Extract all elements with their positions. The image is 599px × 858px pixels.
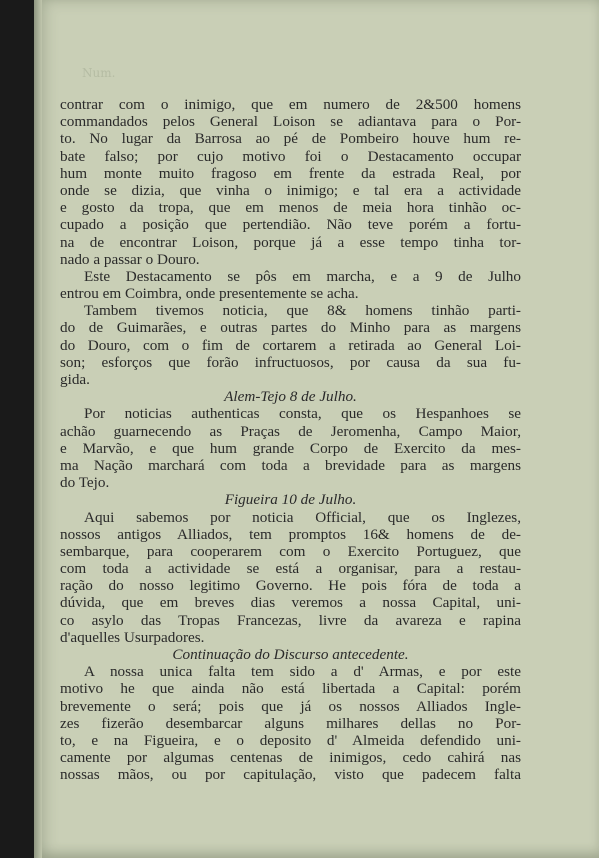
- text-line: Este Destacamento se pôs em marcha, e a 9 de Julho: [84, 267, 521, 285]
- text-line: ração do nosso legitimo Governo. He pois fóra de toda a: [60, 577, 521, 595]
- text-line: A nossa unica falta tem sido a d' Armas, e por este: [84, 663, 521, 681]
- text-line: do de Guimarães, e outras partes do Minho para as margens: [60, 319, 521, 337]
- section-heading: Alem-Tejo 8 de Julho.: [224, 388, 357, 406]
- text-line: nado a passar o Douro.: [60, 250, 200, 268]
- text-line: Por noticias authenticas consta, que os Hespanhoes se: [84, 405, 521, 423]
- text-line: nossas mãos, ou por capitulação, visto que padecem falta: [60, 766, 521, 784]
- text-line: hum monte muito fragoso em frente da estrada Real, por: [60, 164, 521, 182]
- section-heading: Figueira 10 de Julho.: [224, 491, 357, 509]
- text-line: co asylo das Tropas Francezas, livre da avareza e rapina: [60, 611, 521, 629]
- text-line: contrar com o inimigo, que em numero de 2&500 homens: [60, 96, 521, 113]
- text-line: bate falso; por cujo motivo foi o Destacamento occupar: [60, 147, 521, 165]
- text-line: Aqui sabemos por noticia Official, que os Inglezes,: [84, 508, 521, 526]
- text-line: entrou em Coimbra, onde presentemente se acha.: [60, 285, 359, 303]
- text-line: sembarque, para cooperarem com o Exercito Portuguez, que: [60, 542, 521, 560]
- text-line: na de encontrar Loison, porque já a esse tempo tinha tor-: [60, 233, 521, 251]
- text-line: zes fizerão desembarcar alguns milhares dellas no Por-: [60, 714, 521, 732]
- text-line: camente por algumas centenas de inimigos, cedo cahirá nas: [60, 749, 521, 767]
- text-line: do Douro, com o fim de cortarem a retirada ao General Loi-: [60, 336, 521, 354]
- text-line: com toda a actividade se está a organisar, para a restau-: [60, 560, 521, 578]
- text-line: e gosto da tropa, que em menos de meia hora tinhão oc-: [60, 199, 521, 217]
- text-line: nossos antigos Alliados, tem promptos 16& homens de de-: [60, 525, 521, 543]
- text-line: d'aquelles Usurpadores.: [60, 628, 205, 646]
- text-line: dúvida, que em breves dias veremos a nossa Capital, uni-: [60, 594, 521, 612]
- text-line: to, e na Figueira, e o deposito d' Almeida defendido uni-: [60, 731, 521, 749]
- text-line: ma Nação marchará com toda a brevidade para as margens: [60, 456, 521, 474]
- text-line: motivo he que ainda não está libertada a Capital: porém: [60, 680, 521, 698]
- text-line: to. No lugar da Barrosa ao pé de Pombeiro houve hum re-: [60, 130, 521, 148]
- text-line: achão guarnecendo as Praças de Jeromenha, Campo Maior,: [60, 422, 521, 440]
- section-heading: Continuação do Discurso antecedente.: [172, 646, 409, 663]
- body-text: [60, 96, 521, 784]
- text-line: do Tejo.: [60, 474, 110, 492]
- text-line: cupado a posição que pertendião. Não teve porém a fortu-: [60, 216, 521, 234]
- text-line: Tambem tivemos noticia, que 8& homens tinhão parti-: [84, 302, 521, 320]
- text-line: e Marvão, e que hum grande Corpo de Exercito da mes-: [60, 439, 521, 457]
- bleed-through-text: Num.: [82, 66, 116, 80]
- text-line: gida.: [60, 371, 90, 388]
- page-gutter: [34, 0, 42, 858]
- text-line: commandados pelos General Loison se adiantava para o Por-: [60, 113, 521, 131]
- text-line: brevemente o será; pois que já os nossos Alliados Ingle-: [60, 697, 521, 715]
- text-line: son; esforços que forão infructuosos, por causa da sua fu-: [60, 353, 521, 371]
- text-line: onde se dizia, que vinha o inimigo; e tal era a actividade: [60, 181, 521, 199]
